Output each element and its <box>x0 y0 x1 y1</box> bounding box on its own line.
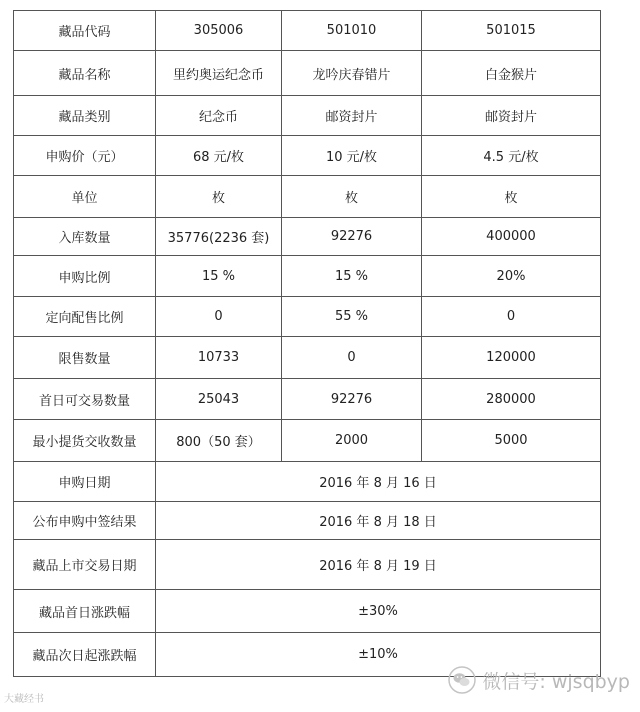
row-label: 入库数量 <box>14 218 156 256</box>
table-row-name <box>14 51 601 96</box>
row-label: 藏品首日涨跌幅 <box>14 590 156 633</box>
merged-cell: ±10% <box>156 633 601 677</box>
cell: 10 元/枚 <box>282 136 422 176</box>
merged-cell: 2016 年 8 月 19 日 <box>156 540 601 590</box>
cell: 800（50 套） <box>156 420 282 462</box>
cell: 55 % <box>282 297 422 337</box>
row-label: 最小提货交收数量 <box>14 420 156 462</box>
watermark-text: 微信号: wjsqbyp <box>482 670 630 693</box>
table-row-restricted <box>14 337 601 379</box>
cell: 4.5 元/枚 <box>422 136 601 176</box>
row-label: 单位 <box>14 176 156 218</box>
row-label: 藏品类别 <box>14 96 156 136</box>
row-label: 公布申购中签结果 <box>14 502 156 540</box>
merged-cell: 2016 年 8 月 18 日 <box>156 502 601 540</box>
row-label: 限售数量 <box>14 337 156 379</box>
cell: 280000 <box>422 379 601 420</box>
cell: 白金猴片 <box>422 51 601 96</box>
table-row-directed-ratio <box>14 297 601 337</box>
cell: 501010 <box>282 11 422 51</box>
cell: 92276 <box>282 379 422 420</box>
cell: 501015 <box>422 11 601 51</box>
table-row-result-date <box>14 502 601 540</box>
cell: 35776(2236 套) <box>156 218 282 256</box>
cell: 68 元/枚 <box>156 136 282 176</box>
table-row-stock <box>14 218 601 256</box>
row-label: 申购比例 <box>14 256 156 297</box>
row-label: 首日可交易数量 <box>14 379 156 420</box>
cell: 92276 <box>282 218 422 256</box>
table-row-subscribe-ratio <box>14 256 601 297</box>
footer-source-text: 大藏经书 <box>4 694 44 705</box>
cell: 0 <box>282 337 422 379</box>
cell: 2000 <box>282 420 422 462</box>
row-label: 藏品名称 <box>14 51 156 96</box>
cell: 305006 <box>156 11 282 51</box>
row-label: 申购日期 <box>14 462 156 502</box>
row-label: 藏品上市交易日期 <box>14 540 156 590</box>
cell: 里约奥运纪念币 <box>156 51 282 96</box>
cell: 邮资封片 <box>422 96 601 136</box>
cell: 15 % <box>282 256 422 297</box>
table-row-category <box>14 96 601 136</box>
table-row-first-day-limit <box>14 590 601 633</box>
cell: 龙吟庆春错片 <box>282 51 422 96</box>
row-label: 定向配售比例 <box>14 297 156 337</box>
merged-cell: ±30% <box>156 590 601 633</box>
cell: 邮资封片 <box>282 96 422 136</box>
table-row-first-day-tradable <box>14 379 601 420</box>
wechat-icon <box>448 666 476 694</box>
cell: 400000 <box>422 218 601 256</box>
cell: 0 <box>156 297 282 337</box>
table-row-subscribe-date <box>14 462 601 502</box>
row-label: 申购价（元） <box>14 136 156 176</box>
cell: 25043 <box>156 379 282 420</box>
cell: 枚 <box>282 176 422 218</box>
collection-info-table <box>13 10 601 677</box>
cell: 10733 <box>156 337 282 379</box>
cell: 枚 <box>422 176 601 218</box>
cell: 20% <box>422 256 601 297</box>
table-row-price <box>14 136 601 176</box>
cell: 纪念币 <box>156 96 282 136</box>
cell: 枚 <box>156 176 282 218</box>
row-label: 藏品代码 <box>14 11 156 51</box>
table-row-min-delivery <box>14 420 601 462</box>
cell: 120000 <box>422 337 601 379</box>
table-row-code <box>14 11 601 51</box>
cell: 15 % <box>156 256 282 297</box>
row-label: 藏品次日起涨跌幅 <box>14 633 156 677</box>
cell: 0 <box>422 297 601 337</box>
merged-cell: 2016 年 8 月 16 日 <box>156 462 601 502</box>
cell: 5000 <box>422 420 601 462</box>
table-row-listing-date <box>14 540 601 590</box>
wechat-watermark <box>448 664 630 696</box>
table-row-unit <box>14 176 601 218</box>
